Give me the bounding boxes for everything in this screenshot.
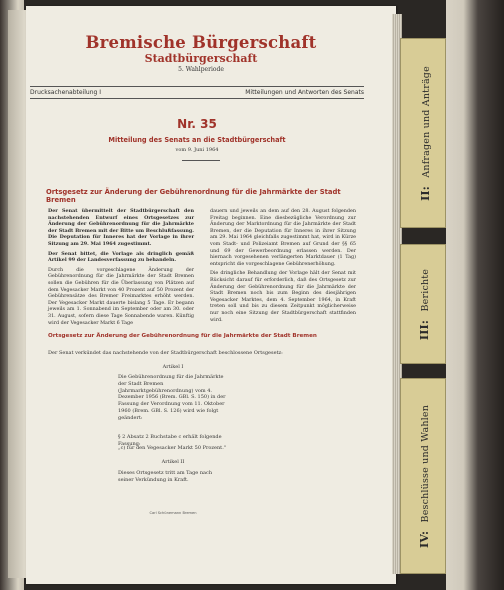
tab-number: IV: xyxy=(418,530,432,548)
chamber-title: Stadtbürgerschaft xyxy=(144,52,258,65)
section-right: Mitteilungen und Antworten des Senats xyxy=(245,89,364,96)
tab-label: Berichte xyxy=(420,268,432,312)
paragraph: dauern und jeweils an dem auf den 28. August folgenden Freitag beginnen. Eine diesbezügliche Verordnung zur Änderung der Marktordnung für die Jahrmärkte der Stadt Bremen, der die Deputation für Inneres in ihrer Sitzung am 29. Mai 1964 gleichfalls zugestimmt hat, wird in Kürze vom Stadt- und Polizeiamt Bremen auf Grund der §§ 65 und 69 der Gewerbeordnung erlassen werden. Der hiernach vorgesehenen verlängerten Marktdauer (1 Tag) entspricht die vorgeschlagene Gebührenerhöhung. xyxy=(210,208,356,267)
paragraph: Der Senat übermittelt der Stadtbürgerschaft den nachstehenden Entwurf eines Ortsgesetzes zur Änderung der Gebührenordnung für die Jahrmärkte der Stadt Bremen mit der Bitte um Beschlußfassung. Die Deputation für Inneres hat der Vorlage in ihrer Sitzung am 29. Mai 1964 zugestimmt. xyxy=(48,208,194,247)
document-heading: Mitteilung des Senats an die Stadtbürgerschaft xyxy=(108,136,286,144)
artikel-2-title: Artikel II xyxy=(161,459,185,465)
section-header xyxy=(30,86,364,99)
tab-berichte[interactable] xyxy=(400,244,446,364)
divider xyxy=(182,160,220,161)
org-title: Bremische Bürgerschaft xyxy=(85,33,317,52)
text-column-right xyxy=(210,208,356,326)
paragraph: Der Senat bittet, die Vorlage als dringlich gemäß Artikel 99 der Landesverfassung zu behandeln. xyxy=(48,250,194,264)
paragraph: Durch die vorgeschlagene Änderung der Gebührenordnung für die Jahrmärkte der Stadt Bremen sollen die Gebühren für die Überlassung von Plätzen auf dem Vegesacker Markt von 40 Prozent auf 50 Prozent der Gebührensätze des Bremer Freimarktes erhöht werden. Der Vegesacker Markt dauerte bislang 5 Tage. Er begann jeweils am 1. Sonnabend im September oder am 30. oder 31. August, sofern diese Tage Sonnabende waren. Künftig wird der Vegesacker Markt 6 Tage xyxy=(48,266,194,326)
section-left: Drucksachenabteilung I xyxy=(30,89,102,96)
artikel-1-quote: „c) für den Vegesacker Markt 50 Prozent." xyxy=(118,445,227,451)
document-date: vom 9. Juni 1964 xyxy=(175,147,219,153)
tab-beschluesse-wahlen[interactable] xyxy=(400,378,446,574)
artikel-1-title: Artikel I xyxy=(162,364,184,370)
election-period: 5. Wahlperiode xyxy=(178,66,224,73)
document-number: Nr. 35 xyxy=(177,117,217,131)
paragraph: Die dringliche Behandlung der Vorlage hält der Senat mit Rücksicht darauf für erforderlich, daß des Ortsgesetz zur Änderung der Gebührenordnung für die Jahrmärkte der Stadt Bremen noch bis zum Beginn des diesjährigen Vegesacker Marktes, dem 4. September 1964, in Kraft treten soll und bis zu diesem Zeitpunkt möglicherweise nur noch eine Sitzung der Stadtbürgerschaft stattfinden wird. xyxy=(210,270,356,323)
subject-heading: Ortsgesetz zur Änderung der Gebührenordnung für die Jahrmärkte der Stadt Bremen xyxy=(46,188,341,204)
printer-imprint: Carl Schünemann Bremen xyxy=(149,511,197,515)
proclamation: Der Senat verkündet das nachstehende von der Stadtbürgerschaft beschlossene Ortsgesetz: xyxy=(48,350,283,356)
register-tabs xyxy=(400,30,446,575)
tab-label: Anfragen und Anträge xyxy=(420,65,432,178)
text-column-left xyxy=(48,208,194,329)
tab-number: III: xyxy=(418,319,432,340)
binder-right-edge xyxy=(446,0,504,590)
law-heading: Ortsgesetz zur Änderung der Gebührenordnung für die Jahrmärkte der Stadt Bremen xyxy=(48,333,317,339)
artikel-1-change: § 2 Absatz 2 Buchstabe c erhält folgende Fassung: xyxy=(118,434,222,447)
tab-label: Beschlüsse und Wahlen xyxy=(420,404,432,522)
masthead xyxy=(30,34,372,73)
artikel-2-text: Dieses Ortsgesetz tritt am Tage nach seiner Verkündung in Kraft. xyxy=(118,470,213,483)
tab-anfragen-antraege[interactable] xyxy=(400,38,446,228)
tab-number: II: xyxy=(418,185,432,201)
artikel-1-text: Die Gebührenordnung für die Jahrmärkte der Stadt Bremen (Jahrmarktgebührenordnung) vom 4. Dezember 1956 (Brem. GBl. S. 150) in der Fassung der Verordnung vom 11. Oktober 1960 (Brem. GBl. S. 126) wird wie folgt geändert: xyxy=(118,374,226,421)
